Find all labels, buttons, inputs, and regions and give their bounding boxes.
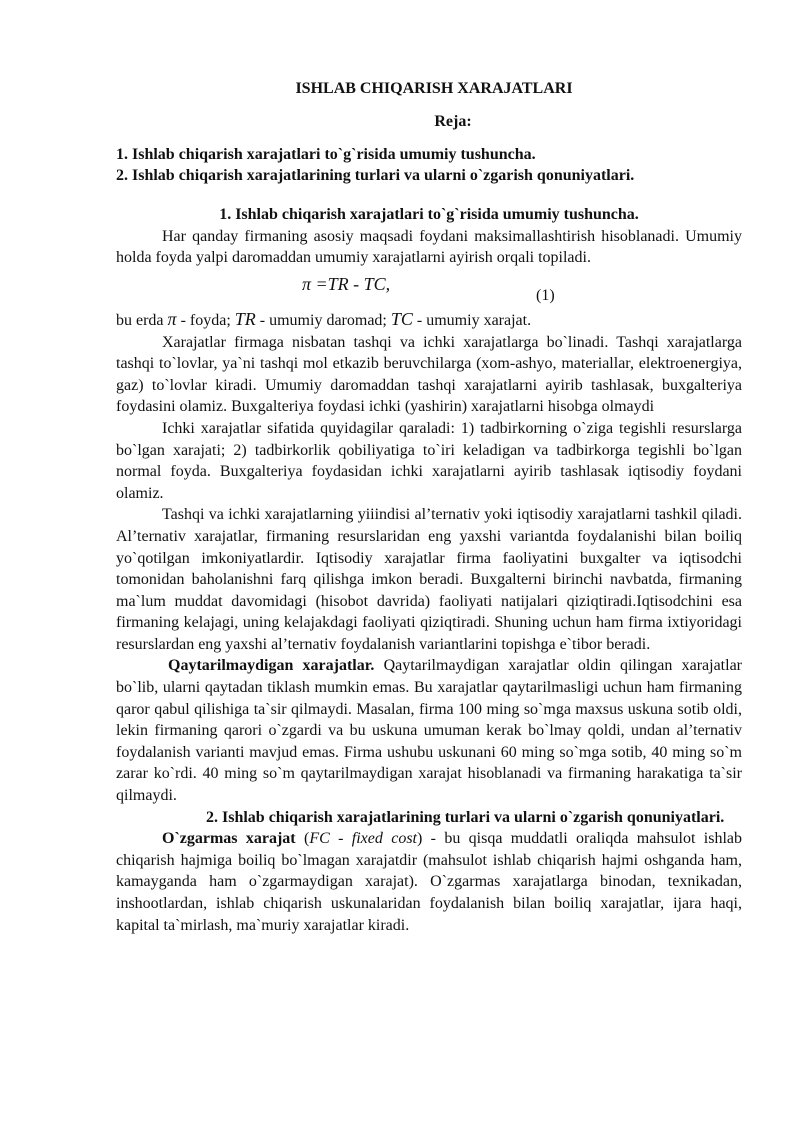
formula-number: (1) [536, 286, 555, 304]
plan-item-2: 2. Ishlab chiqarish xarajatlarining turlari va ularni o`zgarish qonuniyatlari. [116, 167, 635, 185]
paragraph-6-english: fixed cost [351, 830, 417, 848]
section-2-heading: 2. Ishlab chiqarish xarajatlarining turlari va ularni o`zgarish qonuniyatlari. [206, 808, 725, 826]
section-1-heading: 1. Ishlab chiqarish xarajatlari to`g`risida umumiy tushuncha. [219, 206, 639, 224]
paragraph-6-abbr: FC [309, 830, 330, 848]
legend-prefix: bu erda [116, 311, 164, 329]
formula-legend [116, 309, 742, 332]
paragraph-4: Tashqi va ichki xarajatlarning yiiindisi al’ternativ yoki iqtisodiy xarajatlarni tashkil qiladi. Al’ternativ xarajatlar, firmaning resurslaridan eng yaxshi variantda foydalanishi bilan boiliq yo`qotilgan imkoniyatlardir. Iqtisodiy xarajatlar firma faoliyatini buxgalter va iqtisodchi tomonidan baholanishni farq qilishga imkon beradi. Buxgalterni birinchi navbatda, firmaning ma`lum muddat davomidagi (hisobot davrida) faoliyati natijalari qiziqtiradi.Iqtisodchini esa firmaning kelajagi, uning kelajakdagi faoliyati qiziqtiradi. Shuning uchun ham firma ixtiyoridagi resurslardan eng yaxshi al’ternativ foydalanish variantlarini topishga e`tibor beradi. [116, 506, 742, 653]
legend-pi-text: - foyda; [176, 311, 235, 329]
plan-item-1: 1. Ishlab chiqarish xarajatlari to`g`risida umumiy tushuncha. [116, 146, 536, 164]
paragraph-5-heading: Qaytarilmaydigan xarajatlar. [168, 657, 375, 675]
paragraph-3: Ichki xarajatlar sifatida quyidagilar qaraladi: 1) tadbirkorning o`ziga tegishli resurslarga bo`lgan xarajati; 2) tadbirkorlik qobiliyatiga to`iri keladigan va tadbirkorga tegishli bo`lgan normal foyda. Buxgalteriya foydasidan ichki xarajatlarni ayirib tashlasak iqtisodiy foydani olamiz. [116, 419, 742, 502]
paragraph-2: Xarajatlar firmaga nisbatan tashqi va ichki xarajatlarga bo`linadi. Tashqi xarajatlarga tashqi to`lovlar, ya`ni tashqi mol etkazib beruvchilarga (xom-ashyo, materiallar, elektroenergiya, gaz) to`lovlar kiradi. Umumiy daromaddan tashqi xarajatlarni ayirib tashlasak, buxgalteriya foydasini olamiz. Buxgalteriya foydasi ichki (yashirin) xarajatlarni hisobga olmaydi [116, 333, 742, 416]
legend-tr-symbol: TR [234, 308, 256, 329]
legend-tc-symbol: TC [390, 308, 413, 329]
paragraph-6 [116, 828, 742, 936]
paragraph-6-open: ( [295, 830, 310, 848]
paragraph-1: Har qanday firmaning asosiy maqsadi foydani maksimallashtirish hisoblanadi. Umumiy holda foyda yalpi daromaddan umumiy xarajatlarni ayirish orqali topiladi. [116, 227, 742, 267]
paragraph-5 [116, 655, 742, 806]
paragraph-5-text: Qaytarilmaydigan xarajatlar oldin qilingan xarajatlar bo`lib, ularni qaytadan tiklash mumkin emas. Bu xarajatlar qaytarilmasligi uchun ham firmaning qaror qabul qilishiga ta`sir qilmaydi. Masalan, firma 100 ming so`mga maxsus uskuna sotib oldi, lekin firmaning qarori o`zgardi va bu uskuna umuman kerak bo`lmay qoldi, undan al’ternativ foydalanish varianti mavjud emas. Firma ushubu uskunani 60 ming so`mga sotib, 40 ming so`m zarar ko`rdi. 40 ming so`m qaytarilmaydigan xarajat hisoblanadi va firmaning harakatiga ta`sir qilmaydi. [116, 657, 743, 805]
paragraph-6-text: ) - bu qisqa muddatli oraliqda mahsulot ishlab chiqarish hajmiga boiliq bo`lmagan xarajatdir (mahsulot ishlab chiqarish hajmi oshganda ham, kamayganda ham o`zgarmaydigan xarajat). O`zgarmas xarajatlarga binodan, texnikadan, inshootlardan, ishlab chiqarish uskunalaridan foydalanish bilan boiliq xarajatlar, ijara haqi, kapital ta`mirlash, ma`muriy xarajatlar kiradi. [116, 830, 743, 934]
document-title: ISHLAB CHIQARISH XARAJATLARI [295, 80, 573, 97]
legend-tc-text: - umumiy xarajat. [412, 311, 532, 329]
paragraph-6-heading: O`zgarmas xarajat [162, 830, 296, 848]
formula-expression: π =TR - TC, [302, 273, 391, 294]
legend-pi-symbol: π [167, 308, 177, 329]
legend-tr-text: - umumiy daromad; [255, 311, 391, 329]
plan-list [116, 144, 742, 186]
formula [116, 269, 742, 309]
paragraph-6-dash: - [329, 830, 352, 848]
plan-heading: Reja: [434, 112, 472, 130]
